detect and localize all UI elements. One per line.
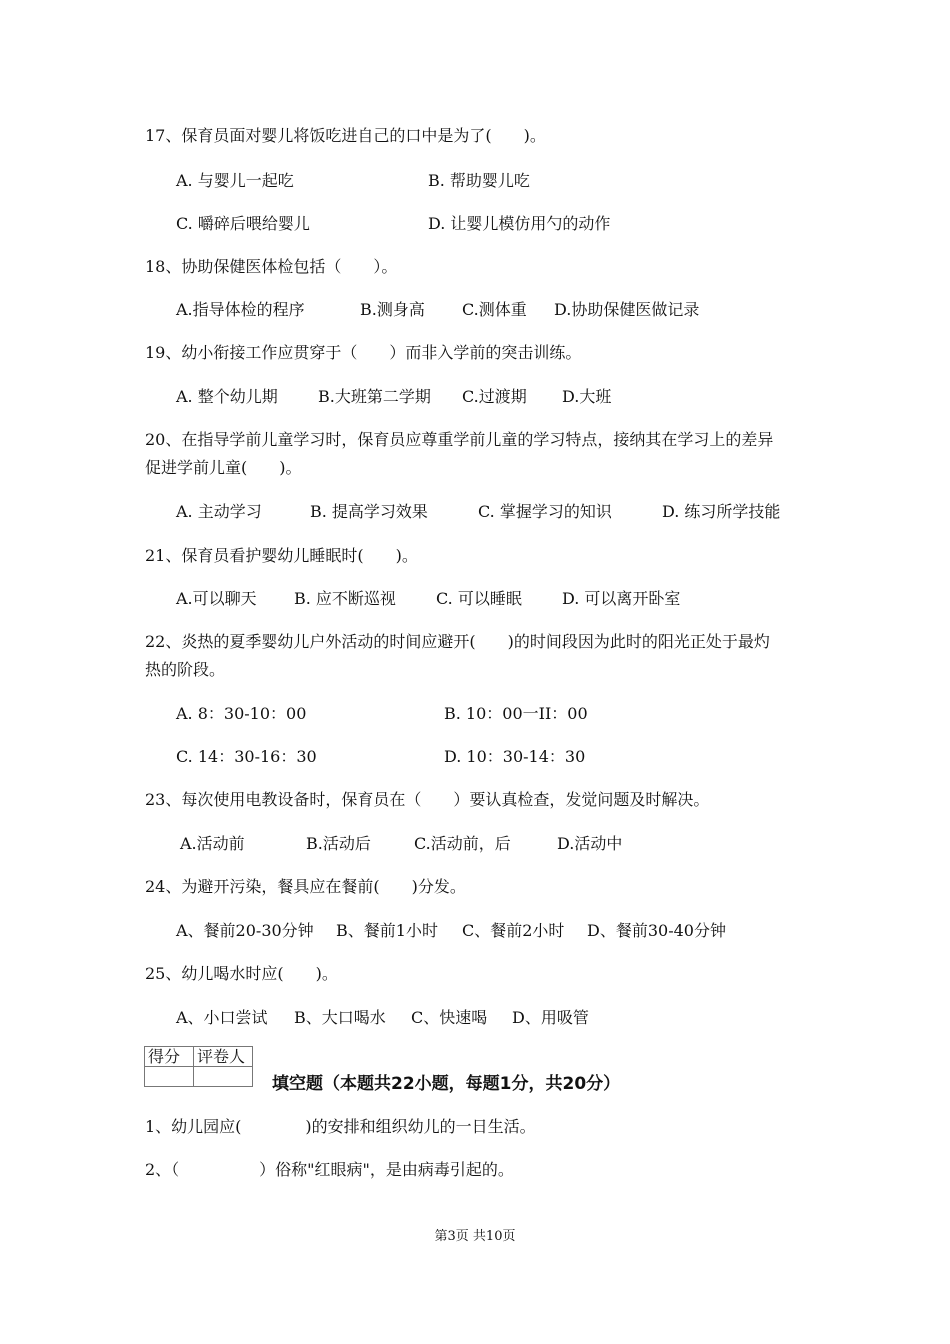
question-18-option-a: A.指导体检的程序 [176,300,305,319]
question-23-option-c: C.活动前，后 [414,834,511,853]
page-footer: 第3页 共10页 [434,1229,516,1244]
question-20-option-d: D. 练习所学技能 [662,502,781,521]
grader-header: 评卷人 [194,1047,253,1067]
question-25-option-c: C、快速喝 [411,1008,488,1027]
question-18-option-c: C.测体重 [462,300,527,319]
question-19-stem: 19、幼小衔接工作应贯穿于（ ）而非入学前的突击训练。 [145,343,582,362]
question-17-stem: 17、保育员面对婴儿将饭吃进自己的口中是为了( )。 [145,126,546,145]
question-25-option-a: A、小口尝试 [176,1008,268,1027]
score-cell[interactable] [145,1067,194,1087]
question-22-stem-line-1: 22、炎热的夏季婴幼儿户外活动的时间应避开( )的时间段因为此时的阳光正处于最灼 [145,632,770,651]
question-20-option-b: B. 提高学习效果 [310,502,428,521]
question-24-option-a: A、餐前20-30分钟 [176,921,314,940]
question-17-option-c: C. 嚼碎后喂给婴儿 [176,214,310,233]
question-21-stem: 21、保育员看护婴幼儿睡眠时( )。 [145,546,418,565]
question-21-option-b: B. 应不断巡视 [294,589,396,608]
question-22-stem-line-2: 热的阶段。 [145,660,226,679]
question-17-option-a: A. 与婴儿一起吃 [176,171,294,190]
question-22-option-c: C. 14：30-16：30 [176,747,317,766]
question-20-stem-line-1: 20、在指导学前儿童学习时，保育员应尊重学前儿童的学习特点，接纳其在学习上的差异 [145,430,774,449]
question-21-option-d: D. 可以离开卧室 [562,589,681,608]
question-19-option-a: A. 整个幼儿期 [176,387,278,406]
question-17-option-d: D. 让婴儿模仿用勺的动作 [428,214,611,233]
question-25-stem: 25、幼儿喝水时应( )。 [145,964,338,983]
question-18-option-d: D.协助保健医做记录 [554,300,700,319]
fill-blank-2: 2、（ ）俗称"红眼病"，是由病毒引起的。 [145,1160,514,1179]
question-19-option-c: C.过渡期 [462,387,527,406]
question-20-option-a: A. 主动学习 [176,502,262,521]
question-24-option-c: C、餐前2小时 [462,921,565,940]
fill-blank-1: 1、幼儿园应( )的安排和组织幼儿的一日生活。 [145,1117,536,1136]
question-23-option-b: B.活动后 [306,834,371,853]
question-23-option-a: A.活动前 [180,834,245,853]
question-19-option-b: B.大班第二学期 [318,387,431,406]
question-19-option-d: D.大班 [562,387,612,406]
section-title: 填空题（本题共22小题，每题1分，共20分） [272,1074,621,1094]
question-17-option-b: B. 帮助婴儿吃 [428,171,530,190]
question-20-option-c: C. 掌握学习的知识 [478,502,612,521]
question-23-option-d: D.活动中 [557,834,623,853]
question-24-option-d: D、餐前30-40分钟 [587,921,726,940]
question-25-option-d: D、用吸管 [512,1008,589,1027]
question-24-stem: 24、为避开污染，餐具应在餐前( )分发。 [145,877,466,896]
question-18-option-b: B.测身高 [360,300,425,319]
grader-cell[interactable] [194,1067,253,1087]
score-table [144,1046,253,1087]
question-20-stem-line-2: 促进学前儿童( )。 [145,458,302,477]
question-23-stem: 23、每次使用电教设备时，保育员在（ ）要认真检查，发觉问题及时解决。 [145,790,710,809]
question-25-option-b: B、大口喝水 [294,1008,386,1027]
question-22-option-a: A. 8：30-10：00 [176,704,307,723]
question-21-option-c: C. 可以睡眠 [436,589,522,608]
question-18-stem: 18、协助保健医体检包括（ ）。 [145,257,398,276]
question-22-option-b: B. 10：00一II：00 [444,704,588,723]
score-header: 得分 [145,1047,194,1067]
question-21-option-a: A.可以聊天 [176,589,257,608]
question-24-option-b: B、餐前1小时 [336,921,438,940]
question-22-option-d: D. 10：30-14：30 [444,747,586,766]
